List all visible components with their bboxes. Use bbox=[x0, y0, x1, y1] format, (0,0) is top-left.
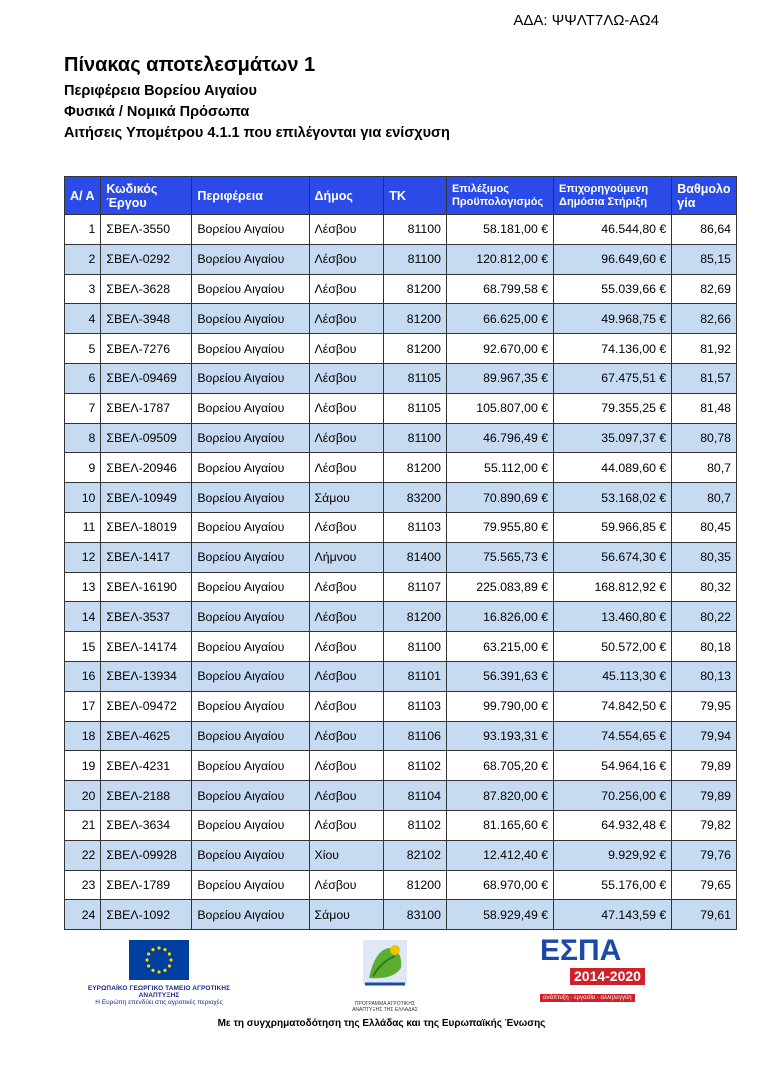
ada-code: ΑΔΑ: ΨΨΛΤ7ΛΩ-ΑΩ4 bbox=[513, 12, 659, 29]
cell-project-code: ΣΒΕΛ-4625 bbox=[101, 721, 192, 751]
cell-score: 80,7 bbox=[672, 453, 737, 483]
cell-postcode: 82102 bbox=[384, 840, 447, 870]
cell-project-code: ΣΒΕΛ-09928 bbox=[101, 840, 192, 870]
cell-score: 82,69 bbox=[672, 274, 737, 304]
cell-row-number: 13 bbox=[65, 572, 101, 602]
cofunding-statement: Με τη συγχρηματοδότηση της Ελλάδας και της Ευρωπαϊκής Ένωσης bbox=[217, 1018, 546, 1029]
cell-score: 79,95 bbox=[672, 691, 737, 721]
cell-row-number: 5 bbox=[65, 334, 101, 364]
cell-eligible-budget: 68.970,00 € bbox=[446, 870, 553, 900]
cell-public-support: 96.649,60 € bbox=[554, 244, 672, 274]
table-row bbox=[65, 483, 737, 513]
cell-public-support: 53.168,02 € bbox=[554, 483, 672, 513]
cell-region: Βορείου Αιγαίου bbox=[192, 900, 309, 930]
cell-postcode: 81104 bbox=[384, 781, 447, 811]
cell-row-number: 23 bbox=[65, 870, 101, 900]
cell-eligible-budget: 68.799,58 € bbox=[446, 274, 553, 304]
cell-score: 80,22 bbox=[672, 602, 737, 632]
eu-eafrd-logo bbox=[84, 940, 234, 1006]
cell-project-code: ΣΒΕΛ-1092 bbox=[101, 900, 192, 930]
cell-row-number: 2 bbox=[65, 244, 101, 274]
cell-row-number: 9 bbox=[65, 453, 101, 483]
header-eligible-budget: Επιλέξιμος Προϋπολογισμός bbox=[446, 177, 553, 215]
cell-postcode: 81200 bbox=[384, 870, 447, 900]
cell-region: Βορείου Αιγαίου bbox=[192, 840, 309, 870]
cell-public-support: 59.966,85 € bbox=[554, 512, 672, 542]
cell-postcode: 81100 bbox=[384, 244, 447, 274]
cell-eligible-budget: 56.391,63 € bbox=[446, 661, 553, 691]
cell-eligible-budget: 70.890,69 € bbox=[446, 483, 553, 513]
cell-region: Βορείου Αιγαίου bbox=[192, 572, 309, 602]
table-row bbox=[65, 602, 737, 632]
cell-eligible-budget: 58.181,00 € bbox=[446, 215, 553, 245]
cell-project-code: ΣΒΕΛ-1417 bbox=[101, 542, 192, 572]
rural-development-logo bbox=[350, 938, 420, 1013]
cell-region: Βορείου Αιγαίου bbox=[192, 661, 309, 691]
cell-row-number: 11 bbox=[65, 512, 101, 542]
cell-region: Βορείου Αιγαίου bbox=[192, 721, 309, 751]
cell-score: 79,94 bbox=[672, 721, 737, 751]
eu-flag-icon bbox=[129, 940, 189, 980]
rural-development-emblem-icon bbox=[359, 938, 411, 994]
cell-municipality: Λέσβου bbox=[309, 512, 384, 542]
cell-postcode: 81106 bbox=[384, 721, 447, 751]
cell-score: 80,7 bbox=[672, 483, 737, 513]
cell-eligible-budget: 75.565,73 € bbox=[446, 542, 553, 572]
cell-project-code: ΣΒΕΛ-18019 bbox=[101, 512, 192, 542]
cell-postcode: 83200 bbox=[384, 483, 447, 513]
cell-row-number: 21 bbox=[65, 810, 101, 840]
cell-eligible-budget: 92.670,00 € bbox=[446, 334, 553, 364]
cell-region: Βορείου Αιγαίου bbox=[192, 363, 309, 393]
cell-score: 79,89 bbox=[672, 781, 737, 811]
cell-public-support: 9.929,92 € bbox=[554, 840, 672, 870]
table-row bbox=[65, 334, 737, 364]
cell-eligible-budget: 81.165,60 € bbox=[446, 810, 553, 840]
cell-eligible-budget: 66.625,00 € bbox=[446, 304, 553, 334]
table-row bbox=[65, 691, 737, 721]
cell-score: 85,15 bbox=[672, 244, 737, 274]
cell-eligible-budget: 63.215,00 € bbox=[446, 632, 553, 662]
cell-score: 80,78 bbox=[672, 423, 737, 453]
subtitle-region: Περιφέρεια Βορείου Αιγαίου bbox=[64, 83, 257, 99]
document-heading bbox=[64, 54, 450, 146]
cell-municipality: Λέσβου bbox=[309, 572, 384, 602]
cell-public-support: 13.460,80 € bbox=[554, 602, 672, 632]
cell-municipality: Λέσβου bbox=[309, 632, 384, 662]
table-row bbox=[65, 781, 737, 811]
cell-public-support: 55.176,00 € bbox=[554, 870, 672, 900]
cell-project-code: ΣΒΕΛ-09469 bbox=[101, 363, 192, 393]
cell-municipality: Λέσβου bbox=[309, 274, 384, 304]
table-row bbox=[65, 512, 737, 542]
cell-region: Βορείου Αιγαίου bbox=[192, 274, 309, 304]
cell-public-support: 74.136,00 € bbox=[554, 334, 672, 364]
cell-public-support: 50.572,00 € bbox=[554, 632, 672, 662]
table-row bbox=[65, 423, 737, 453]
cell-score: 86,64 bbox=[672, 215, 737, 245]
table-row bbox=[65, 453, 737, 483]
table-row bbox=[65, 274, 737, 304]
header-aa: Α/ Α bbox=[65, 177, 101, 215]
subtitle-persons: Φυσικά / Νομικά Πρόσωπα bbox=[64, 104, 250, 120]
cell-municipality: Χίου bbox=[309, 840, 384, 870]
cell-eligible-budget: 55.112,00 € bbox=[446, 453, 553, 483]
cell-row-number: 15 bbox=[65, 632, 101, 662]
table-row bbox=[65, 810, 737, 840]
cell-eligible-budget: 89.967,35 € bbox=[446, 363, 553, 393]
cell-public-support: 45.113,30 € bbox=[554, 661, 672, 691]
table-row bbox=[65, 751, 737, 781]
cell-project-code: ΣΒΕΛ-09509 bbox=[101, 423, 192, 453]
table-row bbox=[65, 632, 737, 662]
table-row bbox=[65, 721, 737, 751]
table-row bbox=[65, 363, 737, 393]
cell-region: Βορείου Αιγαίου bbox=[192, 691, 309, 721]
cell-region: Βορείου Αιγαίου bbox=[192, 751, 309, 781]
cell-postcode: 81103 bbox=[384, 691, 447, 721]
cell-municipality: Λέσβου bbox=[309, 393, 384, 423]
cell-public-support: 49.968,75 € bbox=[554, 304, 672, 334]
cell-postcode: 81107 bbox=[384, 572, 447, 602]
cell-project-code: ΣΒΕΛ-3634 bbox=[101, 810, 192, 840]
cell-public-support: 47.143,59 € bbox=[554, 900, 672, 930]
cell-public-support: 67.475,51 € bbox=[554, 363, 672, 393]
cell-municipality: Λέσβου bbox=[309, 304, 384, 334]
cell-public-support: 168.812,92 € bbox=[554, 572, 672, 602]
cell-project-code: ΣΒΕΛ-2188 bbox=[101, 781, 192, 811]
cell-municipality: Λέσβου bbox=[309, 244, 384, 274]
cell-row-number: 3 bbox=[65, 274, 101, 304]
cell-eligible-budget: 16.826,00 € bbox=[446, 602, 553, 632]
cell-postcode: 81100 bbox=[384, 215, 447, 245]
cell-eligible-budget: 79.955,80 € bbox=[446, 512, 553, 542]
cell-public-support: 56.674,30 € bbox=[554, 542, 672, 572]
cell-eligible-budget: 93.193,31 € bbox=[446, 721, 553, 751]
header-project-code: Κωδικός Έργου bbox=[101, 177, 192, 215]
cell-row-number: 22 bbox=[65, 840, 101, 870]
header-postcode: ΤΚ bbox=[384, 177, 447, 215]
cell-postcode: 81102 bbox=[384, 810, 447, 840]
cell-eligible-budget: 87.820,00 € bbox=[446, 781, 553, 811]
cell-municipality: Σάμου bbox=[309, 900, 384, 930]
cell-municipality: Λέσβου bbox=[309, 810, 384, 840]
page-title: Πίνακας αποτελεσμάτων 1 bbox=[64, 54, 316, 76]
table-row bbox=[65, 393, 737, 423]
eu-caption-slogan: Η Ευρώπη επενδύει στις αγροτικές περιοχές bbox=[95, 999, 223, 1006]
cell-project-code: ΣΒΕΛ-0292 bbox=[101, 244, 192, 274]
cell-postcode: 81200 bbox=[384, 274, 447, 304]
cell-municipality: Λέσβου bbox=[309, 661, 384, 691]
espa-title: ΕΣΠΑ bbox=[540, 934, 622, 967]
cell-region: Βορείου Αιγαίου bbox=[192, 632, 309, 662]
cell-public-support: 79.355,25 € bbox=[554, 393, 672, 423]
cell-score: 81,48 bbox=[672, 393, 737, 423]
cell-postcode: 81200 bbox=[384, 334, 447, 364]
cell-project-code: ΣΒΕΛ-14174 bbox=[101, 632, 192, 662]
table-header-row bbox=[65, 177, 737, 215]
cell-project-code: ΣΒΕΛ-4231 bbox=[101, 751, 192, 781]
table-row bbox=[65, 542, 737, 572]
table-row bbox=[65, 572, 737, 602]
espa-logo bbox=[540, 936, 650, 1004]
cell-eligible-budget: 225.083,89 € bbox=[446, 572, 553, 602]
cell-region: Βορείου Αιγαίου bbox=[192, 602, 309, 632]
cell-row-number: 16 bbox=[65, 661, 101, 691]
cell-eligible-budget: 58.929,49 € bbox=[446, 900, 553, 930]
cell-municipality: Λέσβου bbox=[309, 870, 384, 900]
header-region: Περιφέρεια bbox=[192, 177, 309, 215]
cell-score: 80,13 bbox=[672, 661, 737, 691]
cell-municipality: Λέσβου bbox=[309, 691, 384, 721]
cell-postcode: 81101 bbox=[384, 661, 447, 691]
cell-region: Βορείου Αιγαίου bbox=[192, 870, 309, 900]
cell-score: 79,61 bbox=[672, 900, 737, 930]
cell-row-number: 1 bbox=[65, 215, 101, 245]
cell-row-number: 8 bbox=[65, 423, 101, 453]
cell-municipality: Λέσβου bbox=[309, 602, 384, 632]
cell-row-number: 4 bbox=[65, 304, 101, 334]
cell-score: 81,92 bbox=[672, 334, 737, 364]
cell-region: Βορείου Αιγαίου bbox=[192, 304, 309, 334]
cell-public-support: 74.554,65 € bbox=[554, 721, 672, 751]
cell-public-support: 74.842,50 € bbox=[554, 691, 672, 721]
cell-project-code: ΣΒΕΛ-13934 bbox=[101, 661, 192, 691]
cell-postcode: 81200 bbox=[384, 602, 447, 632]
cell-region: Βορείου Αιγαίου bbox=[192, 483, 309, 513]
cell-score: 79,76 bbox=[672, 840, 737, 870]
cell-row-number: 7 bbox=[65, 393, 101, 423]
cell-municipality: Λέσβου bbox=[309, 363, 384, 393]
cell-region: Βορείου Αιγαίου bbox=[192, 810, 309, 840]
cell-region: Βορείου Αιγαίου bbox=[192, 512, 309, 542]
cell-public-support: 70.256,00 € bbox=[554, 781, 672, 811]
cell-eligible-budget: 99.790,00 € bbox=[446, 691, 553, 721]
cell-public-support: 55.039,66 € bbox=[554, 274, 672, 304]
cell-eligible-budget: 105.807,00 € bbox=[446, 393, 553, 423]
cell-region: Βορείου Αιγαίου bbox=[192, 453, 309, 483]
header-score: Βαθμολο γία bbox=[672, 177, 737, 215]
cell-score: 80,32 bbox=[672, 572, 737, 602]
cell-postcode: 83100 bbox=[384, 900, 447, 930]
cell-score: 79,82 bbox=[672, 810, 737, 840]
table-row bbox=[65, 215, 737, 245]
cell-project-code: ΣΒΕΛ-1789 bbox=[101, 870, 192, 900]
cell-public-support: 54.964,16 € bbox=[554, 751, 672, 781]
cell-row-number: 20 bbox=[65, 781, 101, 811]
espa-years: 2014-2020 bbox=[570, 968, 645, 985]
cell-postcode: 81103 bbox=[384, 512, 447, 542]
cell-row-number: 14 bbox=[65, 602, 101, 632]
cell-postcode: 81105 bbox=[384, 393, 447, 423]
cell-municipality: Λέσβου bbox=[309, 453, 384, 483]
cell-municipality: Λέσβου bbox=[309, 721, 384, 751]
header-public-support: Επιχορηγούμενη Δημόσια Στήριξη bbox=[554, 177, 672, 215]
cell-row-number: 17 bbox=[65, 691, 101, 721]
cell-postcode: 81100 bbox=[384, 632, 447, 662]
cell-row-number: 24 bbox=[65, 900, 101, 930]
cell-public-support: 44.089,60 € bbox=[554, 453, 672, 483]
cell-project-code: ΣΒΕΛ-09472 bbox=[101, 691, 192, 721]
cell-public-support: 64.932,48 € bbox=[554, 810, 672, 840]
table-body bbox=[65, 215, 737, 930]
cell-score: 79,65 bbox=[672, 870, 737, 900]
cell-region: Βορείου Αιγαίου bbox=[192, 542, 309, 572]
cell-region: Βορείου Αιγαίου bbox=[192, 423, 309, 453]
cell-municipality: Λέσβου bbox=[309, 215, 384, 245]
cell-score: 82,66 bbox=[672, 304, 737, 334]
cell-municipality: Λέσβου bbox=[309, 781, 384, 811]
cell-row-number: 6 bbox=[65, 363, 101, 393]
table-row bbox=[65, 900, 737, 930]
cell-municipality: Λέσβου bbox=[309, 334, 384, 364]
cell-postcode: 81102 bbox=[384, 751, 447, 781]
table-row bbox=[65, 840, 737, 870]
table-row bbox=[65, 244, 737, 274]
cell-municipality: Λήμνου bbox=[309, 542, 384, 572]
cell-project-code: ΣΒΕΛ-3948 bbox=[101, 304, 192, 334]
cell-municipality: Λέσβου bbox=[309, 751, 384, 781]
cell-public-support: 35.097,37 € bbox=[554, 423, 672, 453]
cell-region: Βορείου Αιγαίου bbox=[192, 215, 309, 245]
results-table bbox=[64, 176, 737, 930]
cell-score: 80,18 bbox=[672, 632, 737, 662]
cell-project-code: ΣΒΕΛ-16190 bbox=[101, 572, 192, 602]
cell-score: 80,45 bbox=[672, 512, 737, 542]
cell-eligible-budget: 120.812,00 € bbox=[446, 244, 553, 274]
cell-score: 79,89 bbox=[672, 751, 737, 781]
cell-row-number: 18 bbox=[65, 721, 101, 751]
cell-postcode: 81105 bbox=[384, 363, 447, 393]
cell-project-code: ΣΒΕΛ-7276 bbox=[101, 334, 192, 364]
cell-municipality: Σάμου bbox=[309, 483, 384, 513]
cell-project-code: ΣΒΕΛ-3537 bbox=[101, 602, 192, 632]
cell-score: 81,57 bbox=[672, 363, 737, 393]
header-municipality: Δήμος bbox=[309, 177, 384, 215]
cell-project-code: ΣΒΕΛ-1787 bbox=[101, 393, 192, 423]
cell-project-code: ΣΒΕΛ-3628 bbox=[101, 274, 192, 304]
cell-public-support: 46.544,80 € bbox=[554, 215, 672, 245]
cell-row-number: 10 bbox=[65, 483, 101, 513]
cell-region: Βορείου Αιγαίου bbox=[192, 334, 309, 364]
cell-eligible-budget: 68.705,20 € bbox=[446, 751, 553, 781]
cell-eligible-budget: 46.796,49 € bbox=[446, 423, 553, 453]
cell-postcode: 81100 bbox=[384, 423, 447, 453]
footer-logos bbox=[0, 936, 763, 1046]
cell-project-code: ΣΒΕΛ-20946 bbox=[101, 453, 192, 483]
cell-row-number: 12 bbox=[65, 542, 101, 572]
cell-region: Βορείου Αιγαίου bbox=[192, 781, 309, 811]
cell-postcode: 81200 bbox=[384, 304, 447, 334]
cell-eligible-budget: 12.412,40 € bbox=[446, 840, 553, 870]
table-row bbox=[65, 661, 737, 691]
cell-score: 80,35 bbox=[672, 542, 737, 572]
cell-project-code: ΣΒΕΛ-10949 bbox=[101, 483, 192, 513]
table-row bbox=[65, 870, 737, 900]
cell-postcode: 81400 bbox=[384, 542, 447, 572]
cell-postcode: 81200 bbox=[384, 453, 447, 483]
cell-project-code: ΣΒΕΛ-3550 bbox=[101, 215, 192, 245]
espa-motto: ανάπτυξη - εργασία - αλληλεγγύη bbox=[540, 994, 635, 1002]
cell-municipality: Λέσβου bbox=[309, 423, 384, 453]
cell-region: Βορείου Αιγαίου bbox=[192, 393, 309, 423]
eu-caption-fund: ΕΥΡΩΠΑΪΚΟ ΓΕΩΡΓΙΚΟ ΤΑΜΕΙΟ ΑΓΡΟΤΙΚΗΣ ΑΝΑΠΤΥΞΗΣ bbox=[87, 985, 231, 999]
rural-development-caption: ΠΡΟΓΡΑΜΜΑ ΑΓΡΟΤΙΚΗΣ ΑΝΑΠΤΥΞΗΣ ΤΗΣ ΕΛΛΑΔΑΣ bbox=[352, 1001, 418, 1013]
cell-region: Βορείου Αιγαίου bbox=[192, 244, 309, 274]
subtitle-measure: Αιτήσεις Υπομέτρου 4.1.1 που επιλέγονται για ενίσχυση bbox=[64, 125, 450, 141]
table-row bbox=[65, 304, 737, 334]
cell-row-number: 19 bbox=[65, 751, 101, 781]
